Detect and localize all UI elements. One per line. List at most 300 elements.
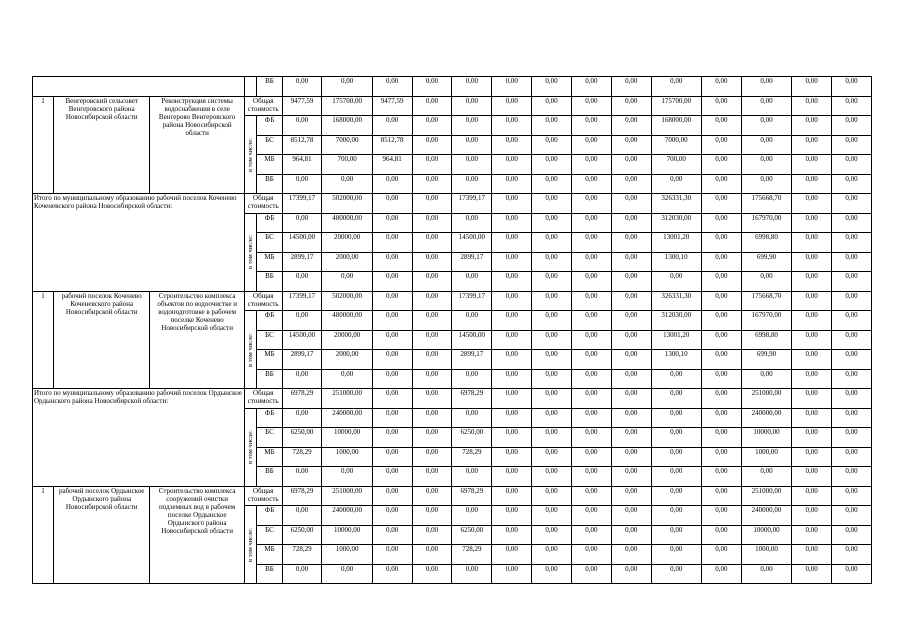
value-cell: 0,00 bbox=[532, 311, 572, 331]
item-row bbox=[33, 96, 872, 116]
value-cell: 0,00 bbox=[831, 428, 871, 448]
including-label-cell bbox=[244, 116, 257, 194]
value-cell: 0,00 bbox=[282, 311, 322, 331]
value-cell: 0,00 bbox=[701, 194, 741, 214]
value-cell: 0,00 bbox=[611, 155, 651, 175]
value-cell: 7000,00 bbox=[322, 135, 372, 155]
value-cell: 0,00 bbox=[372, 525, 412, 545]
value-cell: 0,00 bbox=[741, 272, 791, 292]
value-cell: 0,00 bbox=[831, 96, 871, 116]
value-cell: 0,00 bbox=[532, 467, 572, 487]
value-cell: 0,00 bbox=[412, 447, 452, 467]
value-cell: 964,81 bbox=[372, 155, 412, 175]
value-cell: 0,00 bbox=[322, 369, 372, 389]
value-cell: 0,00 bbox=[831, 564, 871, 584]
value-cell: 175700,00 bbox=[322, 96, 372, 116]
value-cell: 0,00 bbox=[571, 350, 611, 370]
value-cell: 0,00 bbox=[412, 389, 452, 409]
value-cell: 0,00 bbox=[571, 272, 611, 292]
value-cell: 0,00 bbox=[532, 272, 572, 292]
value-cell: 0,00 bbox=[651, 486, 701, 506]
value-cell: 0,00 bbox=[412, 135, 452, 155]
value-cell: 0,00 bbox=[571, 174, 611, 194]
fund-label: ФБ bbox=[257, 213, 282, 233]
value-cell: 0,00 bbox=[831, 291, 871, 311]
value-cell: 0,00 bbox=[412, 272, 452, 292]
value-cell: 0,00 bbox=[452, 564, 492, 584]
value-cell: 0,00 bbox=[701, 408, 741, 428]
value-cell: 0,00 bbox=[492, 174, 532, 194]
value-cell: 0,00 bbox=[571, 389, 611, 409]
value-cell: 0,00 bbox=[452, 135, 492, 155]
fund-label: МБ bbox=[257, 155, 282, 175]
value-cell: 0,00 bbox=[651, 564, 701, 584]
value-cell: 0,00 bbox=[532, 428, 572, 448]
value-cell: 0,00 bbox=[792, 506, 832, 526]
value-cell: 0,00 bbox=[792, 96, 832, 116]
value-cell: 10000,00 bbox=[741, 428, 791, 448]
fund-label: ФБ bbox=[257, 408, 282, 428]
value-cell: 0,00 bbox=[492, 428, 532, 448]
value-cell: 0,00 bbox=[372, 194, 412, 214]
value-cell: 0,00 bbox=[532, 77, 572, 97]
value-cell: 1300,10 bbox=[651, 252, 701, 272]
value-cell: 0,00 bbox=[611, 408, 651, 428]
value-cell: 0,00 bbox=[571, 155, 611, 175]
value-cell: 700,00 bbox=[322, 155, 372, 175]
value-cell: 20000,00 bbox=[322, 330, 372, 350]
value-cell: 6978,29 bbox=[282, 486, 322, 506]
financing-table bbox=[32, 76, 872, 584]
value-cell: 0,00 bbox=[701, 311, 741, 331]
value-cell: 0,00 bbox=[532, 252, 572, 272]
value-cell: 0,00 bbox=[372, 408, 412, 428]
value-cell: 0,00 bbox=[651, 272, 701, 292]
value-cell: 0,00 bbox=[571, 428, 611, 448]
table-row-carryover bbox=[33, 77, 872, 97]
value-cell: 0,00 bbox=[532, 155, 572, 175]
value-cell: 0,00 bbox=[651, 77, 701, 97]
including-label-cell bbox=[244, 506, 257, 584]
fund-label: ВБ bbox=[257, 174, 282, 194]
value-cell: 0,00 bbox=[792, 252, 832, 272]
value-cell: 0,00 bbox=[372, 311, 412, 331]
value-cell: 175668,70 bbox=[741, 194, 791, 214]
value-cell: 6998,80 bbox=[741, 233, 791, 253]
value-cell: 0,00 bbox=[412, 408, 452, 428]
value-cell: 0,00 bbox=[412, 174, 452, 194]
value-cell: 0,00 bbox=[452, 369, 492, 389]
value-cell: 0,00 bbox=[741, 467, 791, 487]
value-cell: 14500,00 bbox=[452, 233, 492, 253]
value-cell: 0,00 bbox=[571, 564, 611, 584]
value-cell: 0,00 bbox=[831, 233, 871, 253]
value-cell: 0,00 bbox=[831, 213, 871, 233]
value-cell: 0,00 bbox=[611, 389, 651, 409]
value-cell: 0,00 bbox=[452, 506, 492, 526]
value-cell: 0,00 bbox=[452, 311, 492, 331]
value-cell: 0,00 bbox=[492, 408, 532, 428]
value-cell: 0,00 bbox=[611, 525, 651, 545]
total-cost-label: Общая стоимость bbox=[244, 389, 282, 409]
including-label-cell bbox=[244, 213, 257, 291]
value-cell: 0,00 bbox=[611, 428, 651, 448]
including-label-cell bbox=[244, 311, 257, 389]
fund-label: БС bbox=[257, 233, 282, 253]
value-cell: 0,00 bbox=[492, 330, 532, 350]
value-cell: 0,00 bbox=[372, 369, 412, 389]
value-cell: 0,00 bbox=[492, 467, 532, 487]
value-cell: 0,00 bbox=[412, 350, 452, 370]
value-cell: 0,00 bbox=[571, 194, 611, 214]
including-label: в том числе: bbox=[246, 137, 254, 172]
value-cell: 0,00 bbox=[831, 174, 871, 194]
value-cell: 0,00 bbox=[792, 116, 832, 136]
value-cell: 0,00 bbox=[412, 252, 452, 272]
value-cell: 0,00 bbox=[282, 408, 322, 428]
value-cell: 6250,00 bbox=[282, 428, 322, 448]
value-cell: 13001,20 bbox=[651, 330, 701, 350]
value-cell: 0,00 bbox=[452, 467, 492, 487]
value-cell: 0,00 bbox=[571, 213, 611, 233]
value-cell: 0,00 bbox=[282, 272, 322, 292]
value-cell: 0,00 bbox=[412, 428, 452, 448]
value-cell: 0,00 bbox=[741, 564, 791, 584]
value-cell: 0,00 bbox=[492, 350, 532, 370]
value-cell: 20000,00 bbox=[322, 233, 372, 253]
value-cell: 312030,00 bbox=[651, 213, 701, 233]
including-label: в том числе: bbox=[246, 430, 254, 464]
value-cell: 251000,00 bbox=[741, 389, 791, 409]
value-cell: 0,00 bbox=[322, 272, 372, 292]
value-cell: 728,29 bbox=[452, 545, 492, 565]
value-cell: 0,00 bbox=[741, 155, 791, 175]
value-cell: 0,00 bbox=[452, 272, 492, 292]
value-cell: 0,00 bbox=[452, 96, 492, 116]
value-cell: 0,00 bbox=[492, 252, 532, 272]
total-row bbox=[33, 389, 872, 409]
value-cell: 0,00 bbox=[701, 116, 741, 136]
value-cell: 0,00 bbox=[322, 174, 372, 194]
value-cell: 0,00 bbox=[701, 135, 741, 155]
value-cell: 0,00 bbox=[701, 330, 741, 350]
value-cell: 0,00 bbox=[611, 116, 651, 136]
value-cell: 6978,29 bbox=[282, 389, 322, 409]
value-cell: 0,00 bbox=[492, 447, 532, 467]
value-cell: 251000,00 bbox=[322, 389, 372, 409]
value-cell: 14500,00 bbox=[452, 330, 492, 350]
value-cell: 0,00 bbox=[701, 389, 741, 409]
municipality-name: рабочий поселок Ордынское Ордынского района Новосибирской области bbox=[53, 486, 149, 584]
value-cell: 0,00 bbox=[651, 506, 701, 526]
value-cell: 502000,00 bbox=[322, 291, 372, 311]
value-cell: 0,00 bbox=[532, 116, 572, 136]
value-cell: 0,00 bbox=[571, 77, 611, 97]
value-cell: 0,00 bbox=[532, 96, 572, 116]
value-cell: 0,00 bbox=[741, 174, 791, 194]
total-row bbox=[33, 194, 872, 214]
value-cell: 0,00 bbox=[372, 252, 412, 272]
value-cell: 168000,00 bbox=[651, 116, 701, 136]
value-cell: 326331,30 bbox=[651, 194, 701, 214]
value-cell: 168000,00 bbox=[322, 116, 372, 136]
value-cell: 0,00 bbox=[322, 467, 372, 487]
fund-label: ВБ bbox=[257, 369, 282, 389]
value-cell: 0,00 bbox=[492, 272, 532, 292]
value-cell: 0,00 bbox=[372, 447, 412, 467]
including-label: в том числе: bbox=[246, 235, 254, 269]
value-cell: 0,00 bbox=[492, 116, 532, 136]
value-cell: 14500,00 bbox=[282, 233, 322, 253]
value-cell: 0,00 bbox=[412, 564, 452, 584]
value-cell: 167970,00 bbox=[741, 213, 791, 233]
value-cell: 699,90 bbox=[741, 350, 791, 370]
value-cell: 0,00 bbox=[532, 174, 572, 194]
value-cell: 0,00 bbox=[611, 545, 651, 565]
value-cell: 0,00 bbox=[792, 135, 832, 155]
value-cell: 0,00 bbox=[372, 389, 412, 409]
value-cell: 0,00 bbox=[611, 96, 651, 116]
value-cell: 0,00 bbox=[831, 486, 871, 506]
value-cell: 312030,00 bbox=[651, 311, 701, 331]
value-cell: 0,00 bbox=[412, 525, 452, 545]
value-cell: 0,00 bbox=[492, 486, 532, 506]
value-cell: 6998,80 bbox=[741, 330, 791, 350]
value-cell: 0,00 bbox=[322, 564, 372, 584]
value-cell: 10000,00 bbox=[322, 428, 372, 448]
value-cell: 6250,00 bbox=[452, 428, 492, 448]
value-cell: 0,00 bbox=[651, 408, 701, 428]
value-cell: 9477,59 bbox=[372, 96, 412, 116]
value-cell: 0,00 bbox=[651, 174, 701, 194]
value-cell: 0,00 bbox=[792, 77, 832, 97]
including-label: в том числе: bbox=[246, 527, 254, 562]
value-cell: 0,00 bbox=[611, 311, 651, 331]
value-cell: 0,00 bbox=[571, 369, 611, 389]
value-cell: 1000,00 bbox=[741, 545, 791, 565]
value-cell: 0,00 bbox=[571, 467, 611, 487]
value-cell: 0,00 bbox=[412, 506, 452, 526]
value-cell: 0,00 bbox=[701, 77, 741, 97]
value-cell: 0,00 bbox=[831, 525, 871, 545]
value-cell: 480000,00 bbox=[322, 213, 372, 233]
value-cell: 17399,17 bbox=[282, 291, 322, 311]
value-cell: 0,00 bbox=[831, 135, 871, 155]
value-cell: 0,00 bbox=[571, 291, 611, 311]
value-cell: 0,00 bbox=[571, 545, 611, 565]
value-cell: 1000,00 bbox=[322, 545, 372, 565]
value-cell: 0,00 bbox=[532, 486, 572, 506]
value-cell: 0,00 bbox=[282, 467, 322, 487]
value-cell: 0,00 bbox=[492, 389, 532, 409]
value-cell: 0,00 bbox=[372, 564, 412, 584]
value-cell: 728,29 bbox=[282, 447, 322, 467]
value-cell: 0,00 bbox=[831, 447, 871, 467]
fund-label: БС bbox=[257, 135, 282, 155]
value-cell: 17399,17 bbox=[452, 194, 492, 214]
including-label-cell bbox=[244, 408, 257, 486]
total-cost-label: Общая стоимость bbox=[244, 291, 282, 311]
value-cell: 0,00 bbox=[372, 116, 412, 136]
value-cell: 0,00 bbox=[532, 408, 572, 428]
value-cell: 0,00 bbox=[651, 389, 701, 409]
value-cell: 0,00 bbox=[831, 330, 871, 350]
value-cell: 0,00 bbox=[492, 525, 532, 545]
value-cell: 17399,17 bbox=[452, 291, 492, 311]
value-cell: 0,00 bbox=[571, 447, 611, 467]
value-cell: 964,81 bbox=[282, 155, 322, 175]
value-cell: 0,00 bbox=[452, 213, 492, 233]
total-cost-label: Общая стоимость bbox=[244, 486, 282, 506]
value-cell: 10000,00 bbox=[741, 525, 791, 545]
value-cell: 0,00 bbox=[372, 291, 412, 311]
value-cell: 240000,00 bbox=[322, 506, 372, 526]
value-cell: 167970,00 bbox=[741, 311, 791, 331]
value-cell: 0,00 bbox=[701, 545, 741, 565]
value-cell: 0,00 bbox=[611, 350, 651, 370]
fund-label: ВБ bbox=[257, 77, 282, 97]
value-cell: 0,00 bbox=[701, 213, 741, 233]
value-cell: 0,00 bbox=[792, 213, 832, 233]
value-cell: 0,00 bbox=[611, 486, 651, 506]
work-description: Строительство комплекса сооружений очистки подземных вод в рабочем поселке Ордынское Ордынского района Новосибирской области bbox=[150, 486, 244, 584]
value-cell: 251000,00 bbox=[741, 486, 791, 506]
value-cell: 0,00 bbox=[372, 233, 412, 253]
value-cell: 0,00 bbox=[792, 389, 832, 409]
value-cell: 0,00 bbox=[372, 272, 412, 292]
value-cell: 0,00 bbox=[412, 545, 452, 565]
municipality-name: Венгеровский сельсовет Венгеровского района Новосибирской области bbox=[53, 96, 149, 194]
value-cell: 0,00 bbox=[412, 233, 452, 253]
value-cell: 0,00 bbox=[792, 486, 832, 506]
value-cell: 0,00 bbox=[412, 96, 452, 116]
value-cell: 0,00 bbox=[831, 350, 871, 370]
value-cell: 0,00 bbox=[831, 252, 871, 272]
value-cell: 0,00 bbox=[492, 233, 532, 253]
value-cell: 0,00 bbox=[322, 77, 372, 97]
item-number: 1 bbox=[33, 96, 54, 194]
fund-label: БС bbox=[257, 330, 282, 350]
fund-label: МБ bbox=[257, 252, 282, 272]
value-cell: 700,00 bbox=[651, 155, 701, 175]
value-cell: 0,00 bbox=[831, 369, 871, 389]
value-cell: 0,00 bbox=[831, 408, 871, 428]
including-label: в том числе: bbox=[246, 332, 254, 367]
value-cell: 0,00 bbox=[651, 545, 701, 565]
value-cell: 0,00 bbox=[792, 233, 832, 253]
value-cell: 0,00 bbox=[492, 77, 532, 97]
value-cell: 0,00 bbox=[282, 213, 322, 233]
carryover-blank-cell bbox=[33, 77, 245, 97]
value-cell: 0,00 bbox=[452, 174, 492, 194]
value-cell: 2000,00 bbox=[322, 252, 372, 272]
value-cell: 0,00 bbox=[412, 369, 452, 389]
value-cell: 240000,00 bbox=[741, 408, 791, 428]
value-cell: 0,00 bbox=[651, 447, 701, 467]
value-cell: 240000,00 bbox=[322, 408, 372, 428]
value-cell: 175700,00 bbox=[651, 96, 701, 116]
value-cell: 0,00 bbox=[372, 350, 412, 370]
fund-label: БС bbox=[257, 428, 282, 448]
value-cell: 0,00 bbox=[741, 135, 791, 155]
value-cell: 0,00 bbox=[532, 330, 572, 350]
value-cell: 0,00 bbox=[492, 96, 532, 116]
total-title: Итого по муниципальному образованию рабочий поселок Коченево Коченевского района Новосибирской области: bbox=[33, 194, 245, 292]
value-cell: 0,00 bbox=[611, 467, 651, 487]
value-cell: 0,00 bbox=[412, 291, 452, 311]
value-cell: 0,00 bbox=[792, 408, 832, 428]
value-cell: 0,00 bbox=[372, 506, 412, 526]
value-cell: 0,00 bbox=[492, 194, 532, 214]
value-cell: 9477,59 bbox=[282, 96, 322, 116]
value-cell: 0,00 bbox=[372, 77, 412, 97]
value-cell: 0,00 bbox=[492, 506, 532, 526]
value-cell: 0,00 bbox=[792, 174, 832, 194]
value-cell: 0,00 bbox=[372, 330, 412, 350]
value-cell: 0,00 bbox=[611, 291, 651, 311]
value-cell: 0,00 bbox=[701, 525, 741, 545]
value-cell: 0,00 bbox=[372, 467, 412, 487]
value-cell: 175668,70 bbox=[741, 291, 791, 311]
value-cell: 0,00 bbox=[372, 213, 412, 233]
value-cell: 0,00 bbox=[792, 545, 832, 565]
value-cell: 0,00 bbox=[452, 155, 492, 175]
value-cell: 0,00 bbox=[282, 506, 322, 526]
value-cell: 699,90 bbox=[741, 252, 791, 272]
value-cell: 0,00 bbox=[651, 467, 701, 487]
value-cell: 0,00 bbox=[532, 213, 572, 233]
value-cell: 0,00 bbox=[651, 428, 701, 448]
value-cell: 0,00 bbox=[831, 272, 871, 292]
item-row bbox=[33, 486, 872, 506]
value-cell: 10000,00 bbox=[322, 525, 372, 545]
value-cell: 6978,29 bbox=[452, 486, 492, 506]
item-number: 1 bbox=[33, 486, 54, 584]
value-cell: 0,00 bbox=[611, 233, 651, 253]
fund-label: ВБ bbox=[257, 564, 282, 584]
value-cell: 0,00 bbox=[412, 330, 452, 350]
value-cell: 0,00 bbox=[532, 447, 572, 467]
item-number: 1 bbox=[33, 291, 54, 389]
value-cell: 0,00 bbox=[741, 369, 791, 389]
value-cell: 0,00 bbox=[532, 135, 572, 155]
value-cell: 0,00 bbox=[452, 408, 492, 428]
value-cell: 0,00 bbox=[741, 96, 791, 116]
value-cell: 0,00 bbox=[492, 155, 532, 175]
value-cell: 0,00 bbox=[452, 77, 492, 97]
value-cell: 0,00 bbox=[792, 350, 832, 370]
value-cell: 0,00 bbox=[571, 116, 611, 136]
value-cell: 0,00 bbox=[571, 233, 611, 253]
value-cell: 0,00 bbox=[831, 545, 871, 565]
value-cell: 502000,00 bbox=[322, 194, 372, 214]
total-cost-label: Общая стоимость bbox=[244, 96, 282, 116]
value-cell: 728,29 bbox=[282, 545, 322, 565]
value-cell: 0,00 bbox=[701, 155, 741, 175]
value-cell: 2899,17 bbox=[452, 252, 492, 272]
value-cell: 0,00 bbox=[701, 174, 741, 194]
value-cell: 0,00 bbox=[372, 545, 412, 565]
value-cell: 0,00 bbox=[792, 272, 832, 292]
value-cell: 0,00 bbox=[701, 486, 741, 506]
value-cell: 0,00 bbox=[741, 116, 791, 136]
value-cell: 0,00 bbox=[701, 467, 741, 487]
value-cell: 0,00 bbox=[792, 155, 832, 175]
value-cell: 0,00 bbox=[532, 525, 572, 545]
value-cell: 0,00 bbox=[372, 174, 412, 194]
value-cell: 0,00 bbox=[611, 174, 651, 194]
value-cell: 0,00 bbox=[571, 311, 611, 331]
